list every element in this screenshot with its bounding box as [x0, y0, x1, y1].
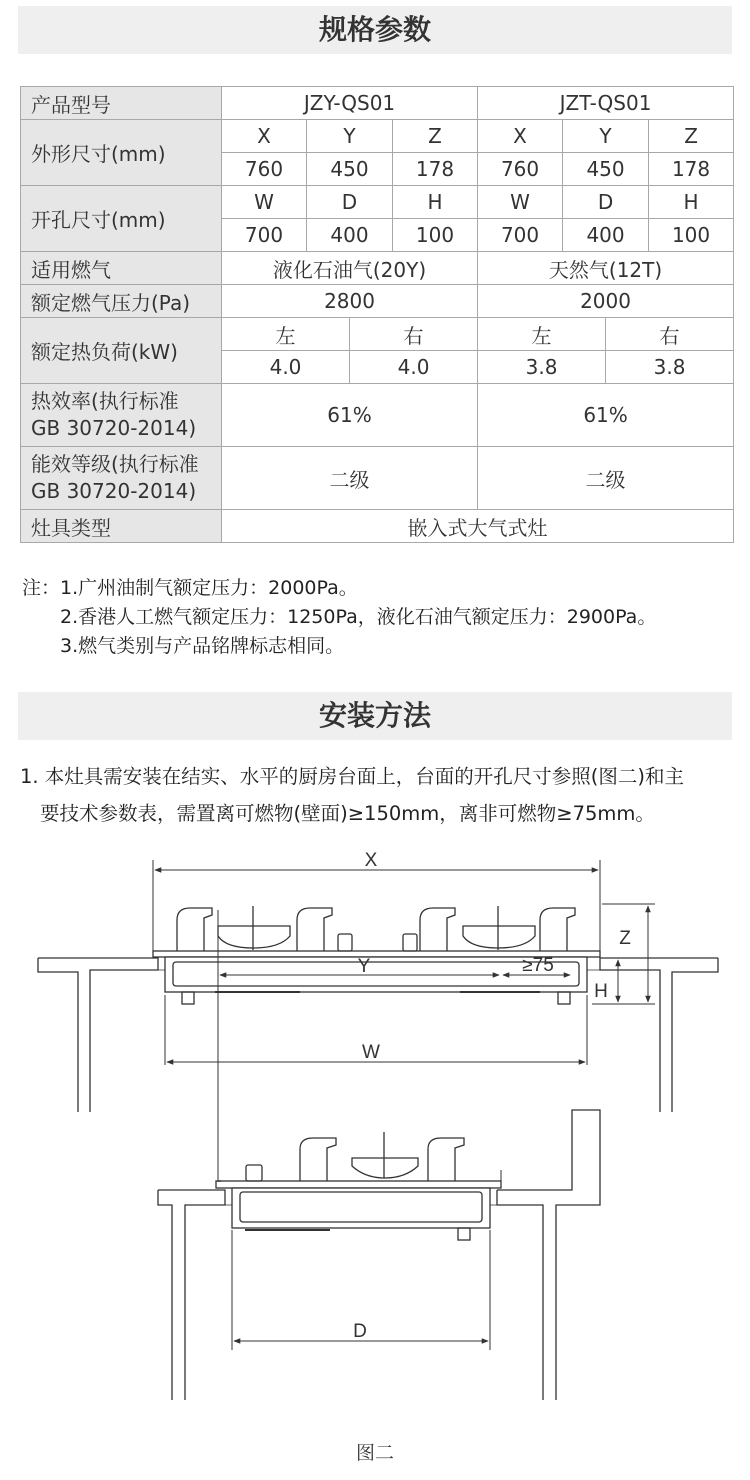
note-line	[22, 574, 656, 603]
grade-label-line1: 能效等级(执行标准	[31, 452, 199, 476]
table-row	[21, 120, 734, 153]
pressure-label: 额定燃气压力(Pa)	[21, 285, 222, 318]
value-cell: 450	[563, 153, 649, 186]
value-cell: 400	[307, 219, 393, 252]
label-d: D	[353, 1321, 367, 1342]
note-item: 1.广州油制气额定压力：2000Pa。	[60, 577, 358, 599]
axis-cell: Z	[393, 120, 478, 153]
table-row	[21, 510, 734, 543]
grade-label	[21, 447, 222, 510]
label-h: H	[594, 981, 608, 1002]
figure-caption: 图二	[355, 1442, 394, 1464]
dims-label: 外形尺寸(mm)	[21, 120, 222, 186]
axis-cell: Y	[307, 120, 393, 153]
gas-cell: 天然气(12T)	[478, 252, 734, 285]
axis-cell: D	[307, 186, 393, 219]
install-line: 要技术参数表，需置离可燃物(壁面)≥150mm，离非可燃物≥75mm。	[40, 802, 655, 825]
table-row	[21, 285, 734, 318]
label-y: Y	[357, 956, 371, 977]
notes	[22, 574, 656, 661]
grade-cell: 二级	[478, 447, 734, 510]
model-cell: JZY-QS01	[222, 87, 478, 120]
value-cell: 700	[222, 219, 307, 252]
note-item: 2.香港人工燃气额定压力：1250Pa，液化石油气额定压力：2900Pa。	[60, 606, 657, 628]
table-row	[21, 447, 734, 510]
side-cell: 左	[478, 318, 606, 351]
installation-diagram	[0, 820, 750, 1430]
value-cell: 178	[649, 153, 734, 186]
value-cell: 700	[478, 219, 563, 252]
pressure-cell: 2800	[222, 285, 478, 318]
axis-cell: H	[393, 186, 478, 219]
spec-table	[20, 86, 734, 543]
axis-cell: Z	[649, 120, 734, 153]
model-cell: JZT-QS01	[478, 87, 734, 120]
efficiency-label-line1: 热效率(执行标准	[31, 389, 179, 413]
table-row	[21, 87, 734, 120]
value-cell: 100	[393, 219, 478, 252]
type-cell: 嵌入式大气式灶	[222, 510, 734, 543]
axis-cell: Y	[563, 120, 649, 153]
side-cell: 右	[350, 318, 478, 351]
side-countertop	[158, 1110, 600, 1400]
gas-label: 适用燃气	[21, 252, 222, 285]
pressure-cell: 2000	[478, 285, 734, 318]
heat-label: 额定热负荷(kW)	[21, 318, 222, 384]
axis-cell: H	[649, 186, 734, 219]
value-cell: 450	[307, 153, 393, 186]
note-item: 3.燃气类别与产品铭牌标志相同。	[60, 635, 345, 657]
note-prefix: 注：	[22, 577, 61, 599]
heat-cell: 4.0	[222, 351, 350, 384]
spec-section-title: 规格参数	[18, 6, 732, 54]
install-section-title: 安装方法	[18, 692, 732, 740]
gas-cell: 液化石油气(20Y)	[222, 252, 478, 285]
grade-label-line2: GB 30720-2014)	[31, 479, 197, 503]
axis-cell: W	[478, 186, 563, 219]
value-cell: 100	[649, 219, 734, 252]
axis-cell: X	[222, 120, 307, 153]
value-cell: 178	[393, 153, 478, 186]
axis-cell: X	[478, 120, 563, 153]
table-row	[21, 384, 734, 447]
label-w: W	[362, 1042, 380, 1063]
axis-cell: W	[222, 186, 307, 219]
side-dimensions	[220, 975, 570, 1350]
value-cell: 760	[478, 153, 563, 186]
side-stove	[216, 1132, 501, 1240]
heat-cell: 4.0	[350, 351, 478, 384]
value-cell: 400	[563, 219, 649, 252]
side-cell: 右	[606, 318, 734, 351]
axis-cell: D	[563, 186, 649, 219]
efficiency-label	[21, 384, 222, 447]
table-row	[21, 252, 734, 285]
heat-cell: 3.8	[478, 351, 606, 384]
label-x: X	[364, 850, 378, 871]
efficiency-cell: 61%	[222, 384, 478, 447]
model-label: 产品型号	[21, 87, 222, 120]
table-row	[21, 318, 734, 351]
grade-cell: 二级	[222, 447, 478, 510]
side-cell: 左	[222, 318, 350, 351]
efficiency-label-line2: GB 30720-2014)	[31, 416, 197, 440]
heat-cell: 3.8	[606, 351, 734, 384]
type-label: 灶具类型	[21, 510, 222, 543]
label-gap: ≥75	[522, 955, 554, 976]
label-z: Z	[619, 928, 631, 949]
cut-label: 开孔尺寸(mm)	[21, 186, 222, 252]
value-cell: 760	[222, 153, 307, 186]
install-line: 1. 本灶具需安装在结实、水平的厨房台面上，台面的开孔尺寸参照(图二)和主	[20, 765, 685, 788]
efficiency-cell: 61%	[478, 384, 734, 447]
table-row	[21, 186, 734, 219]
